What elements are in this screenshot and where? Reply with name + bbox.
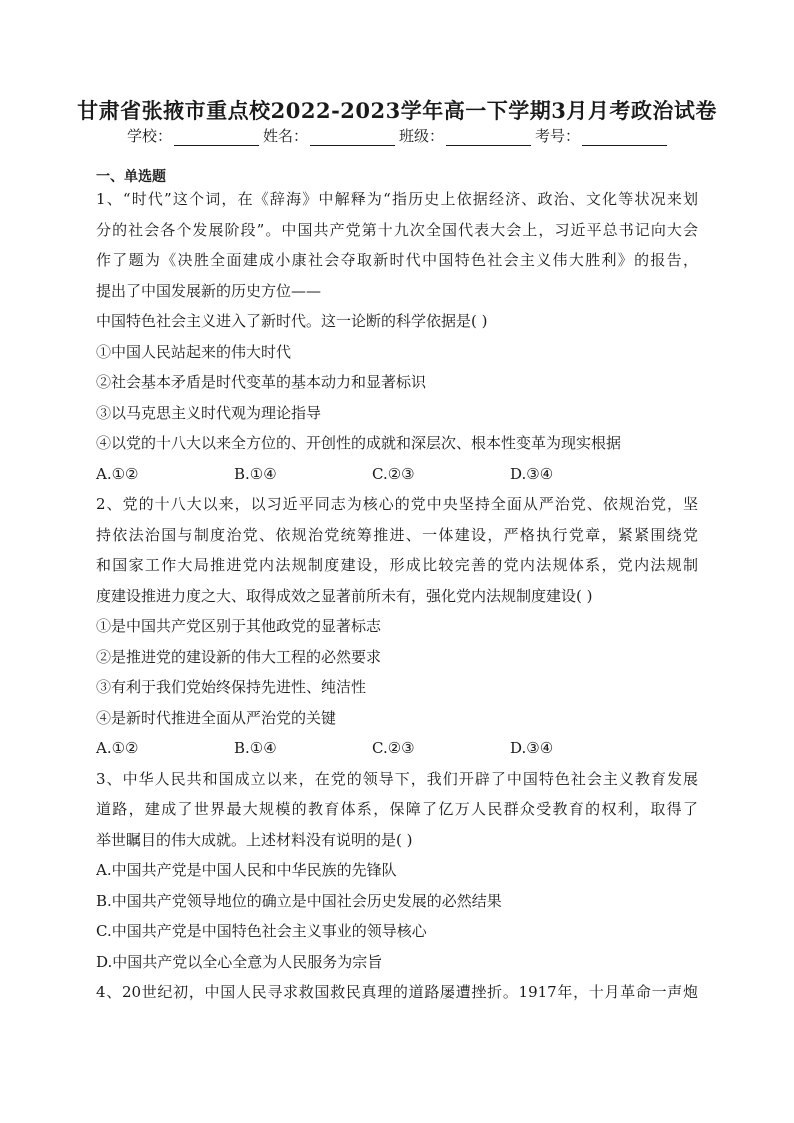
question-2 bbox=[96, 489, 698, 764]
choice-d[interactable]: D.③④ bbox=[510, 464, 554, 483]
school-blank[interactable] bbox=[174, 129, 259, 146]
name-blank[interactable] bbox=[310, 129, 395, 146]
question-stem-line: 举世瞩目的伟大成就。上述材料没有说明的是( ) bbox=[96, 830, 413, 849]
question-4 bbox=[96, 977, 698, 1008]
question-stem-line: 分的社会各个发展阶段”。中国共产党第十九次全国代表大会上，习近平总书记向大会 bbox=[96, 220, 698, 239]
school-label: 学校： bbox=[126, 127, 172, 145]
choice-d[interactable]: D.③④ bbox=[510, 739, 554, 757]
exam-title: 甘肃省张掖市重点校2022-2023学年高一下学期3月月考政治试卷 bbox=[77, 98, 717, 123]
exam-number-field bbox=[535, 125, 667, 146]
name-field bbox=[263, 125, 395, 146]
choice-d[interactable]: D.中国共产党以全心全意为人民服务为宗旨 bbox=[96, 952, 383, 971]
class-blank[interactable] bbox=[446, 129, 531, 146]
name-label: 姓名： bbox=[262, 127, 308, 145]
question-stem-line: 道路，建成了世界最大规模的教育体系，保障了亿万人民群众受教育的权利，取得了 bbox=[96, 800, 698, 818]
statement-item: ③以马克思主义时代观为理论指导 bbox=[96, 403, 322, 422]
choice-a[interactable]: A.中国共产党是中国人民和中华民族的先锋队 bbox=[96, 861, 397, 879]
choice-b[interactable]: B.①④ bbox=[234, 739, 277, 757]
choice-a[interactable]: A.①② bbox=[96, 739, 139, 757]
answer-choices bbox=[96, 733, 698, 764]
exam-number-label: 考号： bbox=[535, 127, 581, 145]
student-info-row bbox=[0, 125, 794, 146]
statement-item: ①是中国共产党区别于其他政党的显著标志 bbox=[96, 617, 382, 635]
question-stem-line: 4、20世纪初，中国人民寻求救国救民真理的道路屡遭挫折。1917年，十月革命一声炮 bbox=[96, 983, 698, 1001]
question-1 bbox=[96, 184, 698, 489]
statement-item: ③有利于我们党始终保持先进性、纯洁性 bbox=[96, 678, 367, 696]
question-stem-line: 1、“时代”这个词，在《辞海》中解释为“指历史上依据经济、政治、文化等状况来划 bbox=[96, 190, 698, 208]
exam-number-blank[interactable] bbox=[582, 129, 667, 146]
question-stem-line: 度建设推进力度之大、取得成效之显著前所未有，强化党内法规制度建设( ) bbox=[96, 586, 593, 605]
choice-c[interactable]: C.②③ bbox=[372, 739, 415, 757]
statement-item: ①中国人民站起来的伟大时代 bbox=[96, 342, 292, 361]
statement-item: ④是新时代推进全面从严治党的关键 bbox=[96, 708, 337, 727]
statement-item: ②是推进党的建设新的伟大工程的必然要求 bbox=[96, 647, 382, 666]
school-field bbox=[127, 125, 259, 146]
question-stem-line: 作了题为《决胜全面建成小康社会夺取新时代中国特色社会主义伟大胜利》的报告， bbox=[96, 251, 698, 269]
choice-b[interactable]: B.①④ bbox=[234, 464, 277, 483]
choice-b[interactable]: B.中国共产党领导地位的确立是中国社会历史发展的必然结果 bbox=[96, 891, 502, 910]
question-3 bbox=[96, 764, 698, 978]
class-label: 班级： bbox=[399, 127, 445, 145]
answer-choices bbox=[96, 459, 698, 490]
question-stem-line: 提出了中国发展新的历史方位—— bbox=[96, 281, 322, 300]
section-title: 一、单选题 bbox=[96, 169, 166, 185]
question-stem-line: 中国特色社会主义进入了新时代。这一论断的科学依据是( ) bbox=[96, 312, 488, 330]
class-field bbox=[399, 125, 531, 146]
statement-item: ②社会基本矛盾是时代变革的基本动力和显著标识 bbox=[96, 373, 427, 391]
question-stem-line: 和国家工作大局推进党内法规制度建设，形成比较完善的党内法规体系，党内法规制 bbox=[96, 556, 698, 574]
question-stem-line: 持依法治国与制度治党、依规治党统筹推进、一体建设，严格执行党章，紧紧围绕党 bbox=[96, 525, 698, 544]
choice-c[interactable]: C.②③ bbox=[372, 464, 415, 483]
questions-body bbox=[96, 184, 698, 1008]
choice-c[interactable]: C.中国共产党是中国特色社会主义事业的领导核心 bbox=[96, 922, 427, 940]
choice-a[interactable]: A.①② bbox=[96, 464, 139, 483]
question-stem-line: 3、中华人民共和国成立以来，在党的领导下，我们开辟了中国特色社会主义教育发展 bbox=[96, 769, 698, 788]
statement-item: ④以党的十八大以来全方位的、开创性的成就和深层次、根本性变革为现实根据 bbox=[96, 434, 622, 452]
question-stem-line: 2、党的十八大以来，以习近平同志为核心的党中央坚持全面从严治党、依规治党，坚 bbox=[96, 495, 698, 513]
